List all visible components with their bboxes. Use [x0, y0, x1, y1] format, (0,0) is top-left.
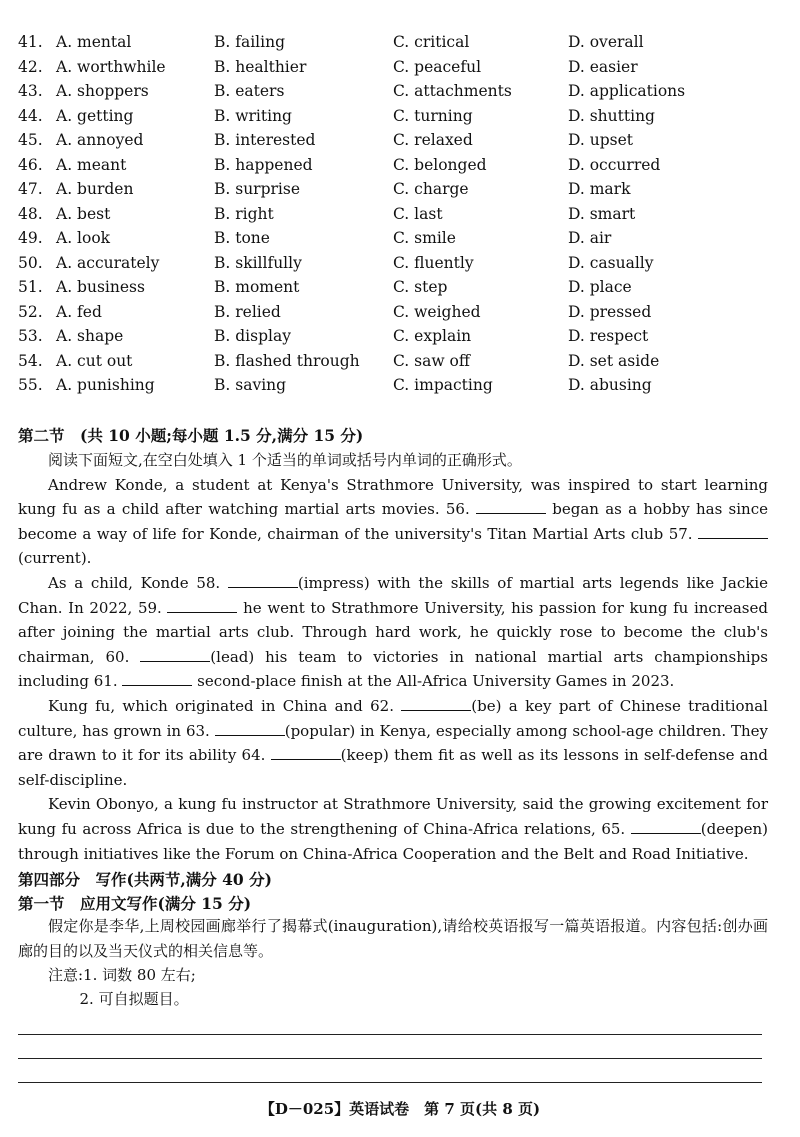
page-footer: 【D－025】英语试卷 第 7 页(共 8 页): [259, 1100, 541, 1118]
option-c: C. turning: [393, 106, 473, 125]
question-number: 45.: [18, 131, 43, 149]
option-c: C. attachments: [393, 82, 512, 100]
option-c: C. impacting: [393, 376, 493, 394]
option-c: C. charge: [393, 180, 469, 198]
option-d: D. pressed: [568, 302, 652, 321]
option-d: D. shutting: [568, 106, 655, 125]
passage-paragraph-1: Andrew Konde, a student at Kenya's Strathmore University, was inspired to start learning kung fu as a child after watching martial arts movies. 56. began as a hobby has since become a way of life for Konde, chairman of the university's Titan Martial Arts club 57. (current).: [18, 475, 768, 568]
question-number: 53.: [18, 327, 43, 345]
option-b: B. surprise: [214, 180, 301, 198]
section-2-heading: 第二节 (共 10 小题;每小题 1.5 分,满分 15 分): [18, 426, 364, 445]
option-c: C. last: [393, 204, 443, 223]
blank-62: [401, 696, 471, 711]
question-number: 47.: [18, 180, 43, 198]
answer-line: [18, 1058, 762, 1059]
option-c: C. fluently: [393, 253, 474, 272]
passage-paragraph-2: As a child, Konde 58. (impress) with the skills of martial arts legends like Jackie Chan. In 2022, 59. he went to Strathmore University, his passion for kung fu increased after joining the martial arts club. Through hard work, he quickly rose to become the club's chairman, 60. (lead) his team to victories in national martial arts championships including 61. second-place finish at the All-Africa University Games in 2023.: [18, 573, 768, 691]
option-row: [18, 30, 778, 55]
question-number: 42.: [18, 57, 43, 76]
option-c: C. step: [393, 278, 448, 296]
blank-56: [476, 499, 546, 514]
option-row: [18, 251, 778, 276]
question-number: 55.: [18, 376, 43, 394]
option-row: [18, 275, 778, 300]
blank-60: [140, 647, 210, 662]
option-d: D. applications: [568, 82, 686, 100]
question-number: 41.: [18, 33, 43, 51]
writing-prompt: 假定你是李华,上周校园画廊举行了揭幕式(inauguration),请给校英语报写一篇英语报道。内容包括:创办画廊的目的以及当天仪式的相关信息等。: [18, 917, 768, 960]
option-a: A. look: [56, 229, 111, 247]
section-2: [18, 424, 768, 866]
option-d: D. casually: [568, 253, 654, 272]
option-b: B. healthier: [214, 57, 307, 76]
option-row: [18, 55, 778, 80]
option-c: C. saw off: [393, 351, 470, 370]
option-row: [18, 226, 778, 251]
option-row: [18, 153, 778, 178]
option-d: D. smart: [568, 204, 636, 223]
option-row: [18, 202, 778, 227]
options-list: [18, 30, 778, 398]
option-c: C. peaceful: [393, 57, 482, 76]
option-d: D. mark: [568, 180, 631, 198]
answer-line: [18, 1082, 762, 1083]
option-a: A. best: [56, 204, 111, 223]
option-a: A. getting: [56, 106, 134, 125]
option-a: A. annoyed: [56, 131, 144, 149]
option-b: B. saving: [214, 376, 287, 394]
option-row: [18, 79, 778, 104]
option-b: B. display: [214, 327, 291, 345]
note-2: 2. 可自拟题目。: [79, 990, 189, 1009]
option-a: A. accurately: [56, 253, 160, 272]
passage-paragraph-3: Kung fu, which originated in China and 62. (be) a key part of Chinese traditional culture, has grown in 63. (popular) in Kenya, especially among school-age children. They are drawn to it for its ability 64. (keep) them fit as well as its lessons in self-defense and self-discipline.: [18, 696, 768, 789]
blank-65: [631, 819, 701, 834]
option-row: [18, 349, 778, 374]
note-1: 注意:1. 词数 80 左右;: [48, 966, 196, 985]
option-b: B. failing: [214, 33, 285, 51]
option-b: B. writing: [214, 106, 292, 125]
option-d: D. set aside: [568, 351, 660, 370]
option-a: A. cut out: [56, 351, 133, 370]
question-number: 52.: [18, 302, 43, 321]
option-c: C. relaxed: [393, 131, 473, 149]
option-row: [18, 324, 778, 349]
option-a: A. fed: [56, 302, 102, 321]
option-row: [18, 177, 778, 202]
option-d: D. overall: [568, 33, 644, 51]
blank-57: [698, 524, 768, 539]
question-number: 46.: [18, 155, 43, 174]
question-number: 43.: [18, 82, 43, 100]
blank-59: [167, 598, 237, 613]
option-b: B. right: [214, 204, 274, 223]
option-a: A. worthwhile: [56, 57, 166, 76]
option-row: [18, 373, 778, 398]
option-d: D. abusing: [568, 376, 652, 394]
question-number: 50.: [18, 253, 43, 272]
option-b: B. tone: [214, 229, 270, 247]
part-4-heading: 第四部分 写作(共两节,满分 40 分): [18, 870, 272, 889]
option-d: D. air: [568, 229, 612, 247]
option-a: A. shoppers: [56, 82, 149, 100]
blank-58: [228, 573, 298, 588]
option-a: A. meant: [56, 155, 127, 174]
answer-line: [18, 1034, 762, 1035]
section-2-instruction: 阅读下面短文,在空白处填入 1 个适当的单词或括号内单词的正确形式。: [48, 451, 522, 469]
option-row: [18, 104, 778, 129]
option-d: D. occurred: [568, 155, 661, 174]
option-d: D. upset: [568, 131, 633, 149]
option-d: D. easier: [568, 57, 638, 76]
option-a: A. punishing: [56, 376, 155, 394]
option-b: B. relied: [214, 302, 281, 321]
option-c: C. critical: [393, 33, 470, 51]
option-c: C. explain: [393, 327, 472, 345]
option-a: A. burden: [56, 180, 134, 198]
part-4: [18, 868, 768, 1011]
passage-paragraph-4: Kevin Obonyo, a kung fu instructor at Strathmore University, said the growing excitement for kung fu across Africa is due to the strengthening of China-Africa relations, 65. (deepen) through initiatives like the Forum on China-Africa Cooperation and the Belt and Road Initiative.: [18, 795, 768, 863]
option-c: C. weighed: [393, 302, 481, 321]
question-number: 54.: [18, 351, 43, 370]
option-row: [18, 128, 778, 153]
option-b: B. happened: [214, 155, 313, 174]
option-b: B. interested: [214, 131, 316, 149]
option-a: A. mental: [56, 33, 132, 51]
blank-63: [215, 721, 285, 736]
question-number: 51.: [18, 278, 43, 296]
option-c: C. smile: [393, 229, 456, 247]
option-row: [18, 300, 778, 325]
question-number: 48.: [18, 204, 43, 223]
question-number: 44.: [18, 106, 43, 125]
option-a: A. business: [56, 278, 145, 296]
option-b: B. moment: [214, 278, 300, 296]
option-b: B. flashed through: [214, 351, 360, 370]
question-number: 49.: [18, 229, 43, 247]
option-a: A. shape: [56, 327, 124, 345]
option-b: B. skillfully: [214, 253, 302, 272]
option-b: B. eaters: [214, 82, 285, 100]
option-d: D. respect: [568, 327, 649, 345]
blank-64: [271, 745, 341, 760]
writing-section-1-heading: 第一节 应用文写作(满分 15 分): [18, 894, 252, 913]
option-d: D. place: [568, 278, 632, 296]
option-c: C. belonged: [393, 155, 487, 174]
blank-61: [122, 671, 192, 686]
